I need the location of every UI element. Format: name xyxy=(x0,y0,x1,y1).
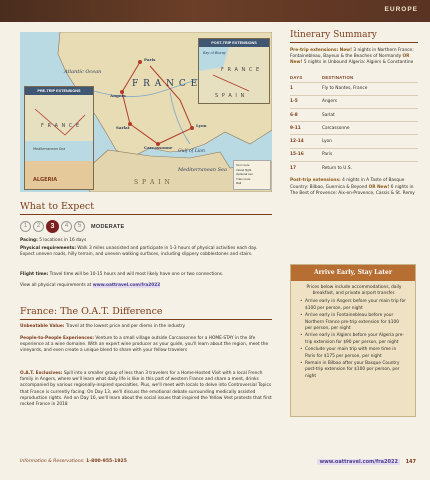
exclusives-label: O.A.T. Exclusives: xyxy=(20,371,63,376)
post-trip-inset-title: POST-TRIP EXTENSIONS xyxy=(199,39,269,47)
legend-item: Train route xyxy=(236,176,251,181)
pre-trip-text xyxy=(290,48,418,67)
legend-item: Rail xyxy=(236,181,242,186)
list-item: • Remain in Bilbao after your Basque Country post-trip extension for $100 per person, per night xyxy=(305,361,407,380)
pre-trip-inset-map xyxy=(25,95,94,190)
map-label-spain: S P A I N xyxy=(134,179,171,186)
row-days: 12-14 xyxy=(290,135,322,148)
pre-trip-inset-sea: Mediterranean Sea xyxy=(33,147,66,151)
list-item: • Arrive early in Fontainebleau before your Northern France pre-trip extension for $100 per person, per night xyxy=(305,313,407,332)
map-label-angers: Angers xyxy=(110,93,126,98)
unbeatable-text: Travel at the lowest price and per diems in the industry xyxy=(65,324,186,329)
what-to-expect-title: What to Expect xyxy=(20,201,95,212)
list-item: • Arrive early in Algiers before your Algeria pre-trip extension for $90 per person, per night xyxy=(305,333,407,345)
activity-level-scale xyxy=(20,220,124,233)
table-row xyxy=(290,135,418,148)
itinerary-table xyxy=(290,73,418,175)
pre-trip-inset xyxy=(24,86,94,190)
map-label-mediterranean: Mediterranean Sea xyxy=(178,167,227,173)
row-destination: Return to U.S. xyxy=(322,161,418,174)
requirements-link[interactable]: www.oattravel.com/fra2022 xyxy=(92,283,161,288)
physical-label: Physical requirements: xyxy=(20,246,76,251)
page-header-bar xyxy=(0,0,430,22)
table-row xyxy=(290,161,418,174)
map-label-gulf: Gulf of Lion xyxy=(178,149,205,154)
days-column-header: DAYS xyxy=(290,74,303,80)
flight-paragraph xyxy=(20,272,272,278)
activity-level-5: 5 xyxy=(74,221,85,232)
pre-trip-option-1: 3 nights in Northern France: Fontainebleau, Bayeux & the Beaches of Normandy xyxy=(290,48,414,60)
row-destination: Sarlat xyxy=(322,108,418,121)
exclusives-text: Spill into a smaller group of less than 3 travelers for a Home-Hosted Visit with a local French family in Angers, where we'll learn what daily life is like in this part of western France and share a ment, drinks accompanied by various regionally-inspired specialties. Plus, we'll meet with locals to delve into Controversial Topics that France is currently facing: On Day 13, we'll discuss the emotional debate surrounding medically assisted reproduction rights. And on Day 16, we'll learn about the social issues that inspired the Yellow Vest protests that first rocked France in 2018 xyxy=(20,371,272,408)
row-destination: Fly to Nantes, France xyxy=(322,82,418,95)
footer-url-link[interactable]: www.oattravel.com/fra2022 xyxy=(319,459,398,465)
table-row xyxy=(290,148,418,161)
or-label: OR xyxy=(368,184,376,190)
pacing-paragraph xyxy=(20,238,272,244)
footer-right xyxy=(317,459,416,465)
or-label: OR xyxy=(402,54,410,60)
new-badge: New! xyxy=(376,184,390,190)
row-days: 1 xyxy=(290,82,322,95)
pre-trip-inset-country: ALGERIA xyxy=(33,177,58,183)
footer-info-label: Information & Reservations: xyxy=(20,459,85,464)
legend-item: Optional tour xyxy=(236,172,254,177)
section-divider xyxy=(290,42,418,43)
row-destination: Carcassonne xyxy=(322,122,418,135)
row-destination: Angers xyxy=(322,95,418,108)
pacing-label: Pacing: xyxy=(20,238,38,243)
activity-level-label: MODERATE xyxy=(91,223,125,230)
exclusives-paragraph xyxy=(20,371,272,408)
page-number: 147 xyxy=(405,459,416,465)
destination-column-header: DESTINATION xyxy=(322,74,354,80)
pacing-text: 5 locations in 16 days xyxy=(39,238,87,243)
footer-phone[interactable]: 1-800-955-1925 xyxy=(86,459,127,464)
new-badge: New! xyxy=(339,48,353,53)
flight-label: Flight time: xyxy=(20,272,49,277)
list-item: • Conclude your main trip with more time in Paris for $175 per person, per night xyxy=(305,347,407,359)
flight-text: Travel time will be 10-15 hours and will most likely have one or two connections. xyxy=(49,272,224,277)
row-days: 17 xyxy=(290,161,322,174)
pre-trip-inset-title: PRE-TRIP EXTENSIONS xyxy=(25,87,93,95)
unbeatable-label: Unbeatable Value: xyxy=(20,324,65,329)
pre-trip-label: Pre-trip extensions: xyxy=(290,48,339,53)
map-label-atlantic: Atlantic Ocean xyxy=(64,69,102,75)
arrive-early-list xyxy=(291,297,415,379)
new-badge: New! xyxy=(290,60,303,66)
post-trip-option-2: 6 nights in The Best of Provence: Aix-en-Provence, Cassis & St. Remy xyxy=(290,184,415,196)
people-text: Venture to a small village outside Carcassonne for a HOME-STAY in the life experience at a wine domaine. With an expert wine producer as your guide, you'll learn about the region, meet the vineyards, and even create a unique blend to share with your fellow travelers xyxy=(20,336,269,354)
activity-level-1: 1 xyxy=(20,221,31,232)
itinerary-section xyxy=(290,30,418,197)
difference-section xyxy=(20,306,272,320)
unbeatable-paragraph xyxy=(20,324,272,330)
people-label: People-to-People Experiences: xyxy=(20,336,95,341)
view-requirements-text: View all physical requirements at xyxy=(20,283,92,288)
map-label-france: F R A N C E xyxy=(132,79,199,89)
row-destination: Lyon xyxy=(322,135,418,148)
row-destination: Paris xyxy=(322,148,418,161)
legend-item: Tour route xyxy=(236,163,250,167)
map-label-sarlat: Sarlat xyxy=(116,125,130,130)
post-trip-label: Post-trip extensions: xyxy=(290,178,341,184)
itinerary-title: Itinerary Summary xyxy=(290,30,377,40)
map-label-carcassonne: Carcassonne xyxy=(144,145,173,150)
post-trip-inset-country: S P A I N xyxy=(215,93,246,99)
pre-trip-option-2: 5 nights in Unbound Algeria: Algiers & Constantine xyxy=(303,60,414,66)
map-label-lyon: Lyon xyxy=(196,123,207,128)
section-divider xyxy=(20,319,272,320)
people-paragraph xyxy=(20,336,272,355)
post-trip-option-1: 4 nights in A Taste of Basque Country: Bilbao, Guernica & Beyond xyxy=(290,178,405,190)
pre-trip-inset-region: F R A N C E xyxy=(41,123,81,129)
footer-info xyxy=(20,459,127,464)
arrive-early-intro: Prices below include accommodations, daily breakfast, and private airport transfer. xyxy=(306,285,402,297)
region-label: EUROPE xyxy=(384,6,418,13)
trip-map xyxy=(20,32,272,192)
physical-text: Walk 3 miles unassisted and participate in 1-3 hours of physical activities each day. Expect uneven roads, hilly terrain, and uneven walking surfaces, including slippery cobblestones and stairs. xyxy=(20,246,258,258)
table-row xyxy=(290,82,418,95)
post-trip-inset-region: F R A N C E xyxy=(221,67,261,73)
physical-paragraph xyxy=(20,246,272,258)
row-days: 6-8 xyxy=(290,108,322,121)
post-trip-inset-bay: Bay of Biscay xyxy=(203,51,226,55)
row-days: 9-11 xyxy=(290,122,322,135)
activity-level-2: 2 xyxy=(33,221,44,232)
map-legend xyxy=(233,160,271,190)
table-row xyxy=(290,108,418,121)
list-item: • Arrive early in Angers before your main trip for $100 per person, per night xyxy=(305,299,407,311)
table-row xyxy=(290,122,418,135)
arrive-early-box xyxy=(290,264,416,417)
map-label-paris: Paris xyxy=(144,57,156,62)
activity-level-4: 4 xyxy=(61,221,72,232)
row-days: 1-5 xyxy=(290,95,322,108)
difference-title: France: The O.A.T. Difference xyxy=(20,306,163,317)
post-trip-text xyxy=(290,178,418,197)
section-divider xyxy=(20,214,272,215)
activity-level-3-active: 3 xyxy=(46,220,59,233)
arrive-early-title: Arrive Early, Stay Later xyxy=(291,265,415,281)
view-requirements-paragraph xyxy=(20,283,272,289)
table-row xyxy=(290,95,418,108)
post-trip-inset xyxy=(198,38,270,104)
row-days: 15-16 xyxy=(290,148,322,161)
legend-item: Inland flight xyxy=(236,167,252,172)
what-to-expect-section xyxy=(20,201,272,215)
